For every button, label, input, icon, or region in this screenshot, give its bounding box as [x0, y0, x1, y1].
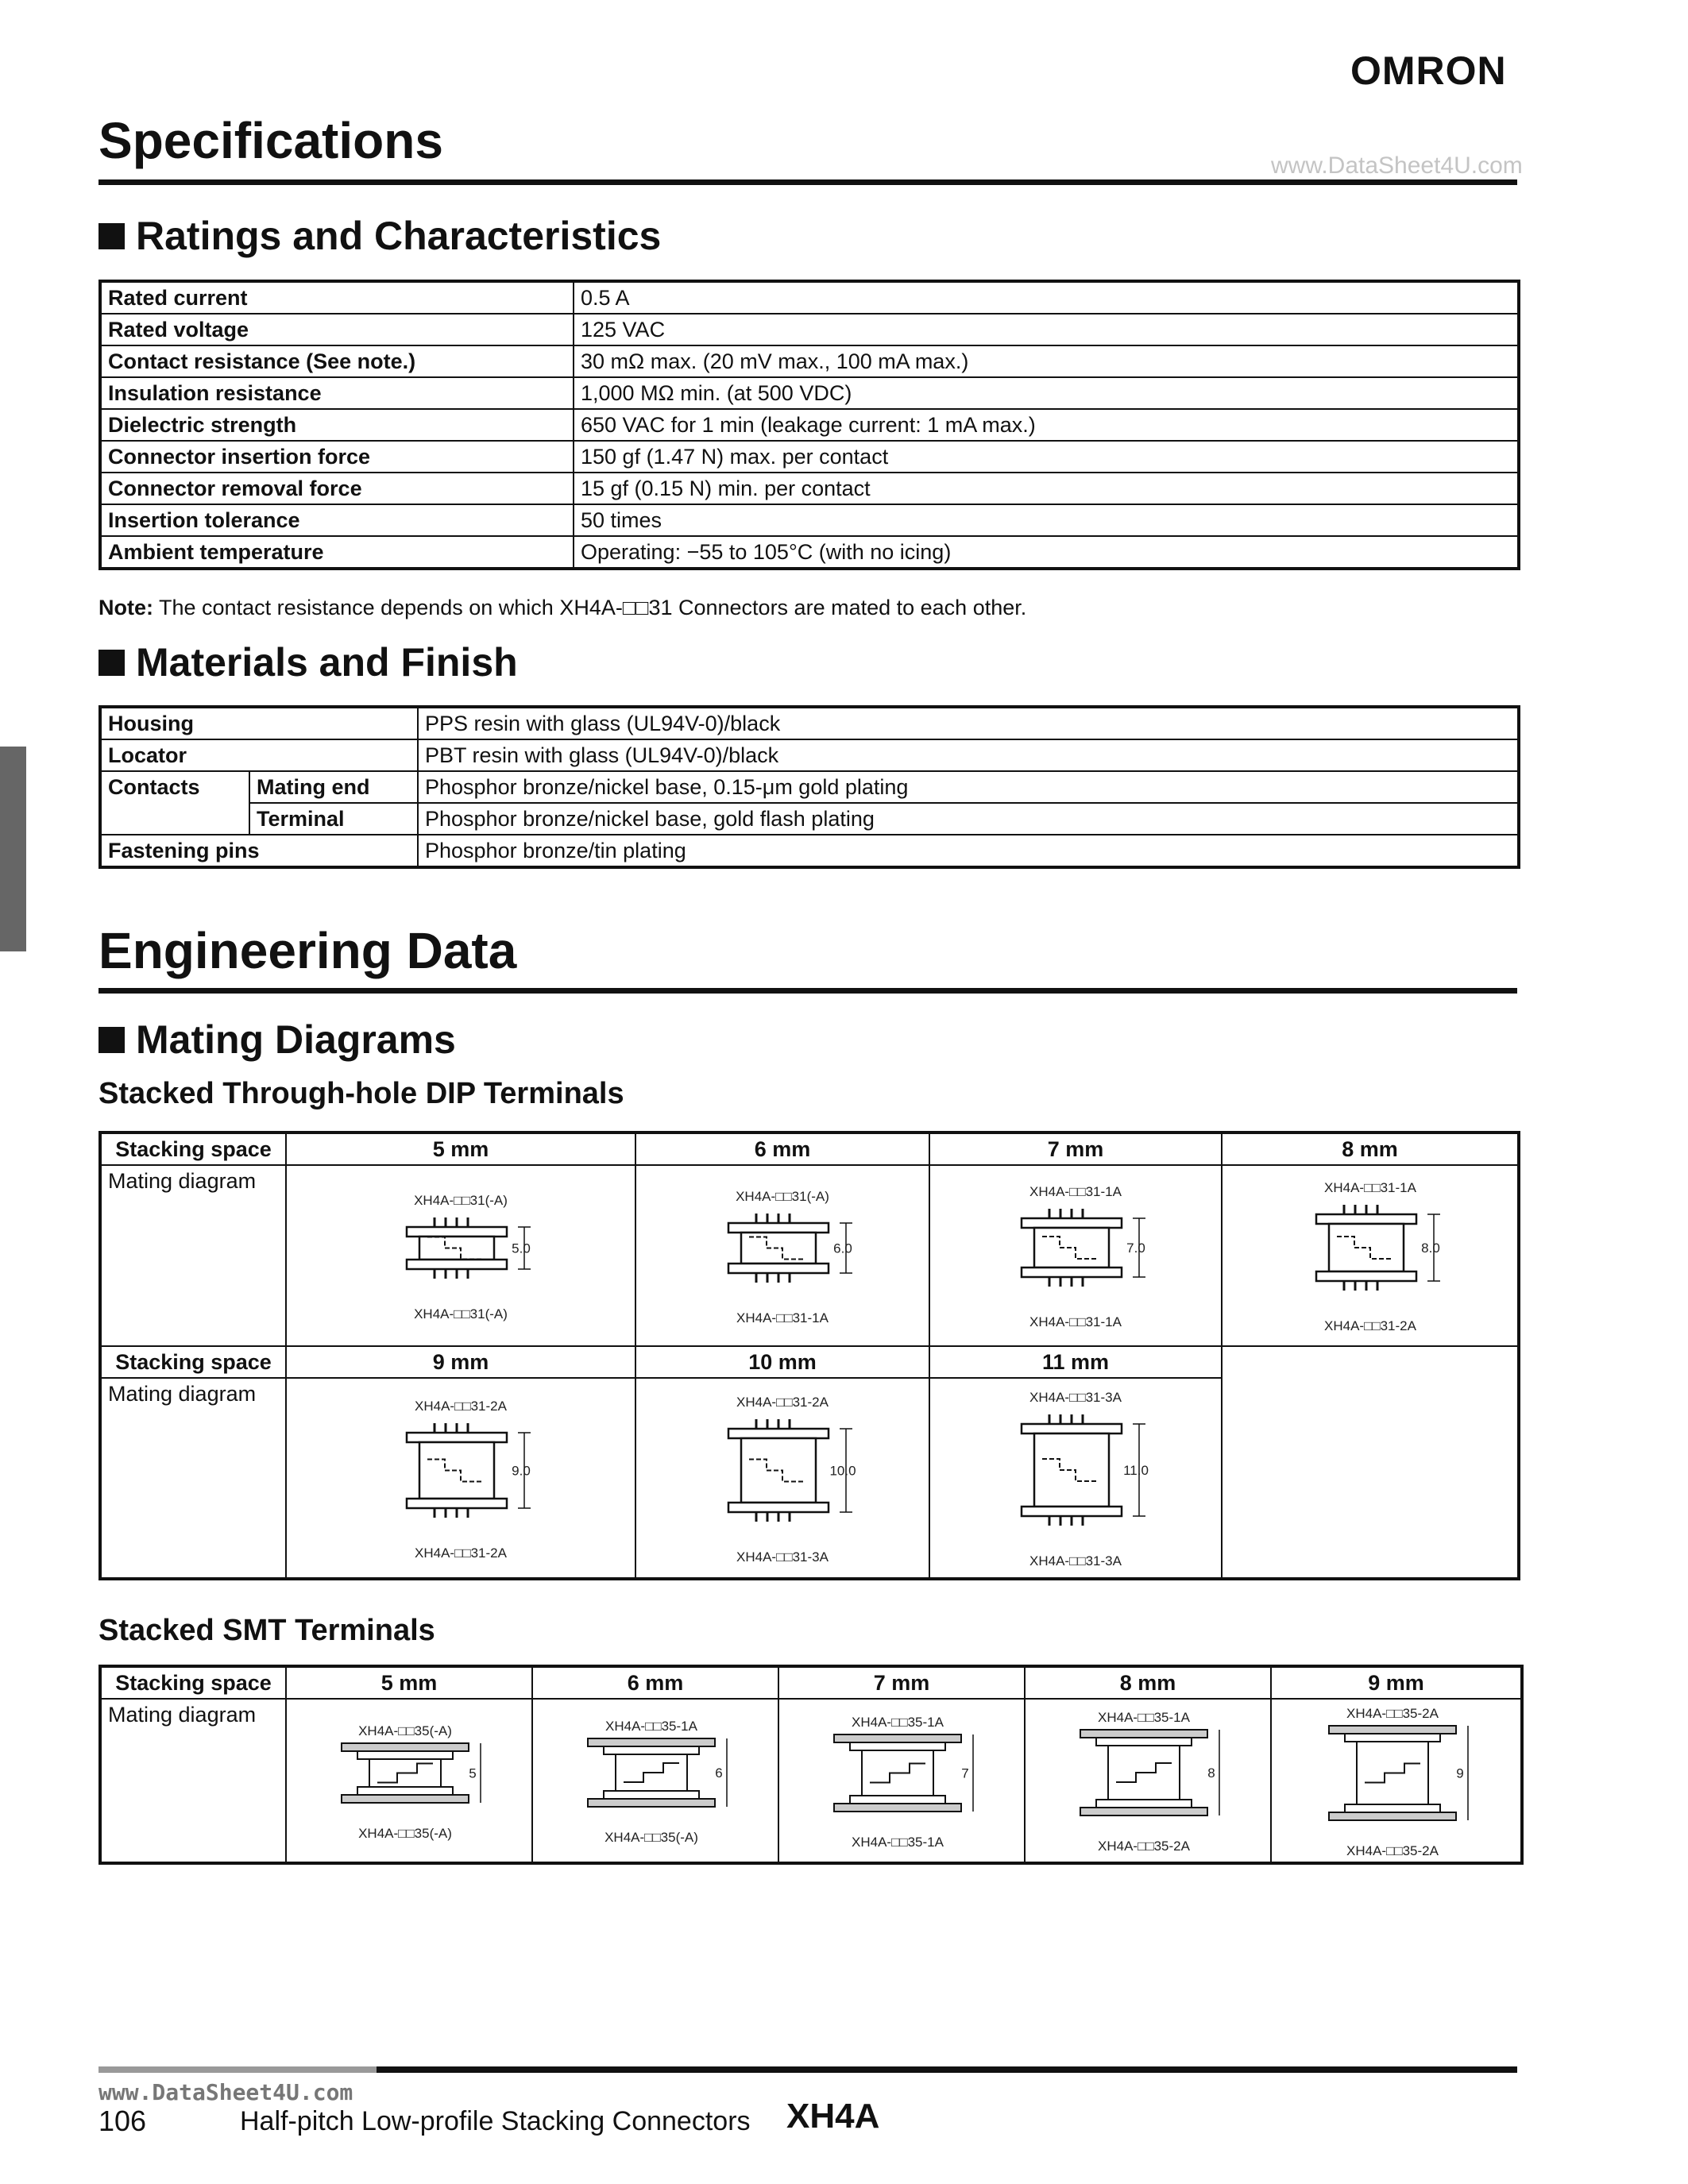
spec-label: Rated voltage — [100, 314, 574, 345]
connector-flange — [728, 1223, 829, 1233]
table-row — [100, 504, 1519, 536]
table-row — [100, 441, 1519, 473]
diagram-bottom-label: XH4A-□□31-2A — [1323, 1318, 1416, 1333]
mating-end-value: Phosphor bronze/nickel base, 0.15-μm gold plating — [418, 771, 1519, 803]
dip-heading: Stacked Through-hole DIP Terminals — [98, 1077, 624, 1110]
stacking-space-value: 10 mm — [635, 1346, 929, 1378]
stacking-space-value: 8 mm — [1222, 1133, 1519, 1165]
mating-diagram — [980, 1384, 1171, 1572]
diagram-top-label: XH4A-□□35-1A — [605, 1719, 697, 1734]
dimension-label: 6.0 — [833, 1241, 852, 1256]
mating-diagram-cell — [286, 1378, 635, 1579]
mating-diagram-label: Mating diagram — [100, 1165, 286, 1346]
mating-heading — [98, 1017, 456, 1063]
connector-flange — [604, 1746, 699, 1754]
connector-flange — [728, 1503, 829, 1512]
stacking-space-label: Stacking space — [100, 1133, 286, 1165]
pcb-board — [834, 1734, 961, 1742]
spec-label: Dielectric strength — [100, 409, 574, 441]
mating-heading-text: Mating Diagrams — [136, 1017, 456, 1062]
connector-flange — [1345, 1804, 1440, 1812]
mating-diagram-cell — [532, 1699, 778, 1863]
stacking-space-value: 9 mm — [286, 1346, 635, 1378]
connector-flange — [850, 1742, 945, 1750]
spec-label: Insulation resistance — [100, 377, 574, 409]
brand-logo: OMRON — [1350, 48, 1507, 93]
connector-flange — [728, 1264, 829, 1273]
pcb-board — [834, 1804, 961, 1812]
dimension-label: 5.0 — [512, 1241, 531, 1256]
dimension-label: 5 — [469, 1765, 477, 1781]
stacking-space-value: 5 mm — [286, 1133, 635, 1165]
note-label: Note: — [98, 596, 153, 619]
stacking-space-value: 6 mm — [532, 1666, 778, 1699]
diagram-top-label: XH4A-□□31(-A) — [736, 1188, 829, 1204]
mating-diagram — [802, 1711, 1001, 1851]
diagram-bottom-label: XH4A-□□31(-A) — [414, 1306, 508, 1322]
diagram-top-label: XH4A-□□35-2A — [1346, 1705, 1439, 1721]
terminal-value: Phosphor bronze/nickel base, gold flash plating — [418, 803, 1519, 835]
engineering-title: Engineering Data — [98, 922, 517, 979]
dimension-label: 11.0 — [1123, 1463, 1149, 1478]
spec-value: 0.5 A — [574, 281, 1519, 314]
spec-value: 50 times — [574, 504, 1519, 536]
mating-diagram — [1049, 1706, 1247, 1855]
table-row — [100, 473, 1519, 504]
table-row — [100, 1666, 1522, 1699]
diagram-top-label: XH4A-□□31(-A) — [414, 1192, 508, 1208]
connector-flange — [850, 1796, 945, 1804]
table-row — [100, 1699, 1522, 1863]
diagram-top-label: XH4A-□□31-2A — [736, 1394, 829, 1410]
stacking-space-value: 7 mm — [929, 1133, 1222, 1165]
square-bullet-icon — [98, 650, 125, 676]
stacking-space-label: Stacking space — [100, 1666, 286, 1699]
table-row — [100, 345, 1519, 377]
connector-flange — [357, 1751, 453, 1759]
spec-value: 15 gf (0.15 N) min. per contact — [574, 473, 1519, 504]
mating-diagram-cell — [1271, 1699, 1522, 1863]
diagram-bottom-label: XH4A-□□35-2A — [1098, 1839, 1190, 1854]
mating-diagram-label: Mating diagram — [100, 1699, 286, 1863]
dip-table — [98, 1131, 1520, 1580]
fastening-value: Phosphor bronze/tin plating — [418, 835, 1519, 867]
mating-diagram-cell — [929, 1378, 1222, 1579]
mating-diagram-cell — [929, 1165, 1222, 1346]
engineering-rule — [98, 988, 1517, 994]
smt-table — [98, 1665, 1524, 1865]
diagram-top-label: XH4A-□□31-3A — [1029, 1390, 1122, 1405]
mating-diagram — [980, 1179, 1171, 1333]
spec-value: 1,000 MΩ min. (at 500 VDC) — [574, 377, 1519, 409]
table-row — [100, 377, 1519, 409]
stacking-space-value: 8 mm — [1025, 1666, 1271, 1699]
dimension-label: 10.0 — [829, 1463, 856, 1478]
mating-diagram — [365, 1393, 556, 1564]
housing-label: Housing — [100, 707, 418, 739]
dimension-label: 9.0 — [512, 1463, 531, 1478]
pcb-board — [1329, 1726, 1456, 1734]
mating-diagram-cell — [1025, 1699, 1271, 1863]
spec-value: 125 VAC — [574, 314, 1519, 345]
mating-diagram-cell — [286, 1165, 635, 1346]
mating-diagram — [1297, 1702, 1496, 1860]
footer-rule — [377, 2066, 1517, 2073]
locator-label: Locator — [100, 739, 418, 771]
table-row — [100, 771, 1519, 803]
diagram-top-label: XH4A-□□31-2A — [415, 1398, 507, 1414]
page-title: Specifications — [98, 112, 443, 169]
spec-value: 650 VAC for 1 min (leakage current: 1 mA max.) — [574, 409, 1519, 441]
stacking-space-value: 7 mm — [778, 1666, 1025, 1699]
pcb-board — [1080, 1730, 1207, 1738]
pcb-board — [1080, 1808, 1207, 1815]
diagram-top-label: XH4A-□□31-1A — [1029, 1184, 1122, 1199]
connector-flange — [1022, 1507, 1122, 1516]
table-row — [100, 409, 1519, 441]
connector-flange — [1022, 1268, 1122, 1277]
ratings-heading-text: Ratings and Characteristics — [136, 214, 662, 258]
pcb-board — [588, 1738, 715, 1746]
square-bullet-icon — [98, 223, 125, 249]
empty-cell — [1222, 1346, 1519, 1378]
spec-label: Insertion tolerance — [100, 504, 574, 536]
mating-diagram — [1275, 1175, 1466, 1337]
mating-diagram — [556, 1715, 755, 1846]
connector-flange — [1345, 1734, 1440, 1742]
pcb-board — [342, 1743, 469, 1751]
connector-flange — [407, 1260, 507, 1269]
materials-heading-text: Materials and Finish — [136, 640, 518, 685]
mating-diagram — [365, 1187, 556, 1325]
diagram-bottom-label: XH4A-□□31-1A — [1029, 1314, 1122, 1329]
pcb-board — [1329, 1812, 1456, 1820]
diagram-bottom-label: XH4A-□□31-2A — [415, 1545, 507, 1561]
materials-table — [98, 705, 1520, 869]
diagram-bottom-label: XH4A-□□35-1A — [852, 1834, 944, 1850]
stacking-space-value: 6 mm — [635, 1133, 929, 1165]
mating-diagram-label: Mating diagram — [100, 1378, 286, 1579]
stacking-space-value: 5 mm — [286, 1666, 532, 1699]
ratings-heading — [98, 213, 661, 259]
footer-watermark: www.DataSheet4U.com — [98, 2079, 353, 2105]
footer-title: Half-pitch Low-profile Stacking Connectors — [240, 2106, 751, 2136]
diagram-bottom-label: XH4A-□□35(-A) — [605, 1830, 698, 1845]
table-row — [100, 536, 1519, 569]
table-row — [100, 803, 1519, 835]
connector-flange — [1022, 1424, 1122, 1433]
table-row — [100, 1346, 1519, 1378]
stacking-space-value: 9 mm — [1271, 1666, 1522, 1699]
mating-diagram-cell — [1222, 1165, 1519, 1346]
table-row — [100, 1133, 1519, 1165]
note-text: The contact resistance depends on which XH4A-□□31 Connectors are mated to each other. — [159, 596, 1027, 619]
mating-diagram — [310, 1719, 508, 1843]
connector-flange — [1316, 1214, 1416, 1224]
ratings-table — [98, 280, 1520, 570]
mating-diagram-cell — [286, 1699, 532, 1863]
connector-flange — [728, 1429, 829, 1438]
diagram-bottom-label: XH4A-□□35-2A — [1346, 1843, 1439, 1858]
diagram-top-label: XH4A-□□31-1A — [1323, 1180, 1416, 1195]
spec-value: 30 mΩ max. (20 mV max., 100 mA max.) — [574, 345, 1519, 377]
spec-value: 150 gf (1.47 N) max. per contact — [574, 441, 1519, 473]
materials-heading — [98, 639, 518, 685]
connector-flange — [357, 1787, 453, 1795]
square-bullet-icon — [98, 1027, 125, 1053]
mating-diagram — [687, 1183, 878, 1329]
diagram-bottom-label: XH4A-□□35(-A) — [358, 1825, 452, 1841]
dimension-label: 8.0 — [1420, 1241, 1440, 1256]
diagram-bottom-label: XH4A-□□31-3A — [1029, 1553, 1122, 1569]
smt-heading: Stacked SMT Terminals — [98, 1614, 435, 1647]
spec-label: Ambient temperature — [100, 536, 574, 569]
connector-flange — [1022, 1218, 1122, 1228]
housing-value: PPS resin with glass (UL94V-0)/black — [418, 707, 1519, 739]
diagram-top-label: XH4A-□□35-1A — [1098, 1710, 1190, 1725]
spec-label: Connector removal force — [100, 473, 574, 504]
table-row — [100, 314, 1519, 345]
table-row — [100, 835, 1519, 867]
pcb-board — [342, 1795, 469, 1803]
connector-flange — [407, 1499, 507, 1508]
mating-end-label: Mating end — [249, 771, 418, 803]
dimension-label: 8 — [1207, 1765, 1215, 1781]
watermark: www.DataSheet4U.com — [1271, 152, 1523, 179]
spec-value: Operating: −55 to 105°C (with no icing) — [574, 536, 1519, 569]
side-tab-marker — [0, 747, 26, 951]
dimension-label: 7.0 — [1126, 1241, 1145, 1256]
mating-diagram — [687, 1389, 878, 1568]
table-row — [100, 1378, 1519, 1579]
table-row — [100, 739, 1519, 771]
title-rule — [98, 179, 1517, 185]
pcb-board — [588, 1799, 715, 1807]
stacking-space-value: 11 mm — [929, 1346, 1222, 1378]
terminal-label: Terminal — [249, 803, 418, 835]
table-row — [100, 707, 1519, 739]
empty-cell — [1222, 1378, 1519, 1579]
connector-flange — [604, 1791, 699, 1799]
table-row — [100, 1165, 1519, 1346]
locator-value: PBT resin with glass (UL94V-0)/black — [418, 739, 1519, 771]
spec-label: Contact resistance (See note.) — [100, 345, 574, 377]
mating-diagram-cell — [635, 1378, 929, 1579]
connector-flange — [407, 1433, 507, 1442]
diagram-bottom-label: XH4A-□□31-1A — [736, 1310, 829, 1325]
page-number: 106 — [98, 2105, 147, 2137]
spec-label: Rated current — [100, 281, 574, 314]
dimension-label: 6 — [715, 1765, 723, 1781]
footer-model: XH4A — [786, 2097, 880, 2136]
connector-flange — [407, 1227, 507, 1237]
stacking-space-label: Stacking space — [100, 1346, 286, 1378]
diagram-top-label: XH4A-□□35(-A) — [358, 1723, 452, 1738]
diagram-top-label: XH4A-□□35-1A — [852, 1714, 944, 1730]
connector-flange — [1096, 1800, 1192, 1808]
connector-flange — [1316, 1271, 1416, 1281]
contacts-label: Contacts — [100, 771, 249, 835]
ratings-note — [98, 596, 1026, 620]
footer-rule-accent — [98, 2066, 377, 2073]
spec-label: Connector insertion force — [100, 441, 574, 473]
mating-diagram-cell — [778, 1699, 1025, 1863]
fastening-label: Fastening pins — [100, 835, 418, 867]
table-row — [100, 281, 1519, 314]
connector-flange — [1096, 1738, 1192, 1746]
dimension-label: 9 — [1455, 1765, 1464, 1781]
mating-diagram-cell — [635, 1165, 929, 1346]
diagram-bottom-label: XH4A-□□31-3A — [736, 1549, 829, 1565]
dimension-label: 7 — [961, 1765, 969, 1781]
